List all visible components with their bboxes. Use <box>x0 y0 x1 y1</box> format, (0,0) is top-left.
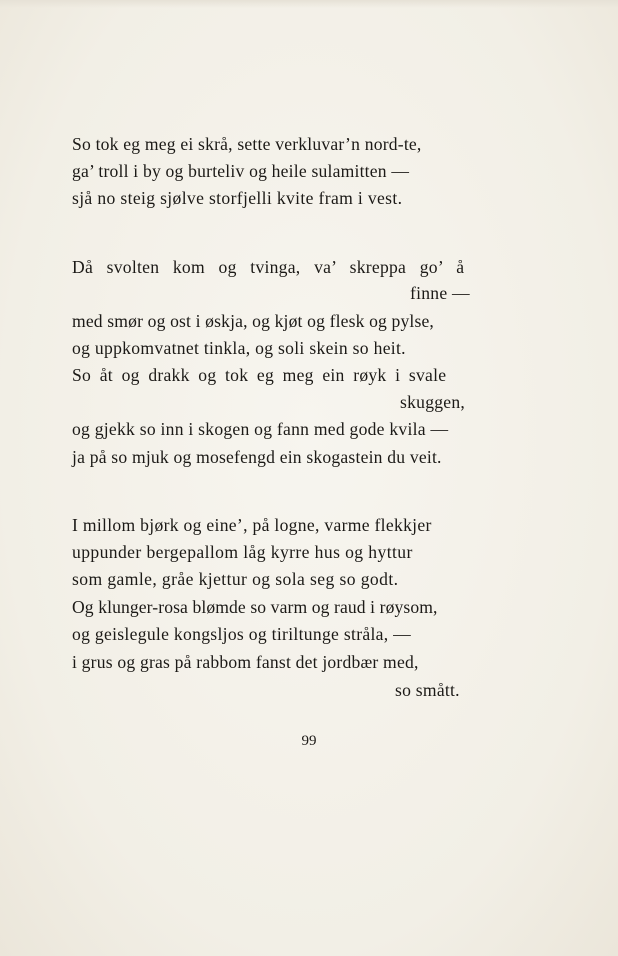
poem-line: Og klunger-rosa blømde so varm og raud i røysom, <box>72 597 438 617</box>
poem-line: ga’ troll i by og burteliv og heile sulamitten — <box>72 161 410 181</box>
poem-line: og geislegule kongsljos og tiriltunge stråla, — <box>72 624 412 644</box>
poem-line-continuation: so smått. <box>395 680 460 700</box>
poem-line: og uppkomvatnet tinkla, og soli skein so heit. <box>72 338 406 358</box>
poem-line: Då svolten kom og tvinga, va’ skreppa go’ å <box>72 257 465 277</box>
poem-line: ja på so mjuk og mosefengd ein skogastein du veit. <box>72 447 442 467</box>
poem-line-continuation: skuggen, <box>400 392 466 412</box>
page-number: 99 <box>301 733 317 749</box>
poem-line: og gjekk so inn i skogen og fann med gode kvila — <box>72 419 449 439</box>
poem-line: uppunder bergepallom låg kyrre hus og hyttur <box>72 542 413 562</box>
poem-line: So tok eg meg ei skrå, sette verkluvar’n nord-te, <box>72 134 422 154</box>
poem-line: sjå no steig sjølve storfjelli kvite fram i vest. <box>72 188 403 208</box>
page-top-edge <box>0 0 618 8</box>
poem-line-continuation: finne — <box>410 283 470 303</box>
poem-line: So åt og drakk og tok eg meg ein røyk i svale <box>72 365 447 385</box>
poem-line: med smør og ost i øskja, og kjøt og flesk og pylse, <box>72 311 434 331</box>
poem-line: i grus og gras på rabbom fanst det jordbær med, <box>72 652 419 672</box>
poem-line: som gamle, gråe kjettur og sola seg so godt. <box>72 569 399 589</box>
poem-line: I millom bjørk og eine’, på logne, varme flekkjer <box>72 515 432 535</box>
